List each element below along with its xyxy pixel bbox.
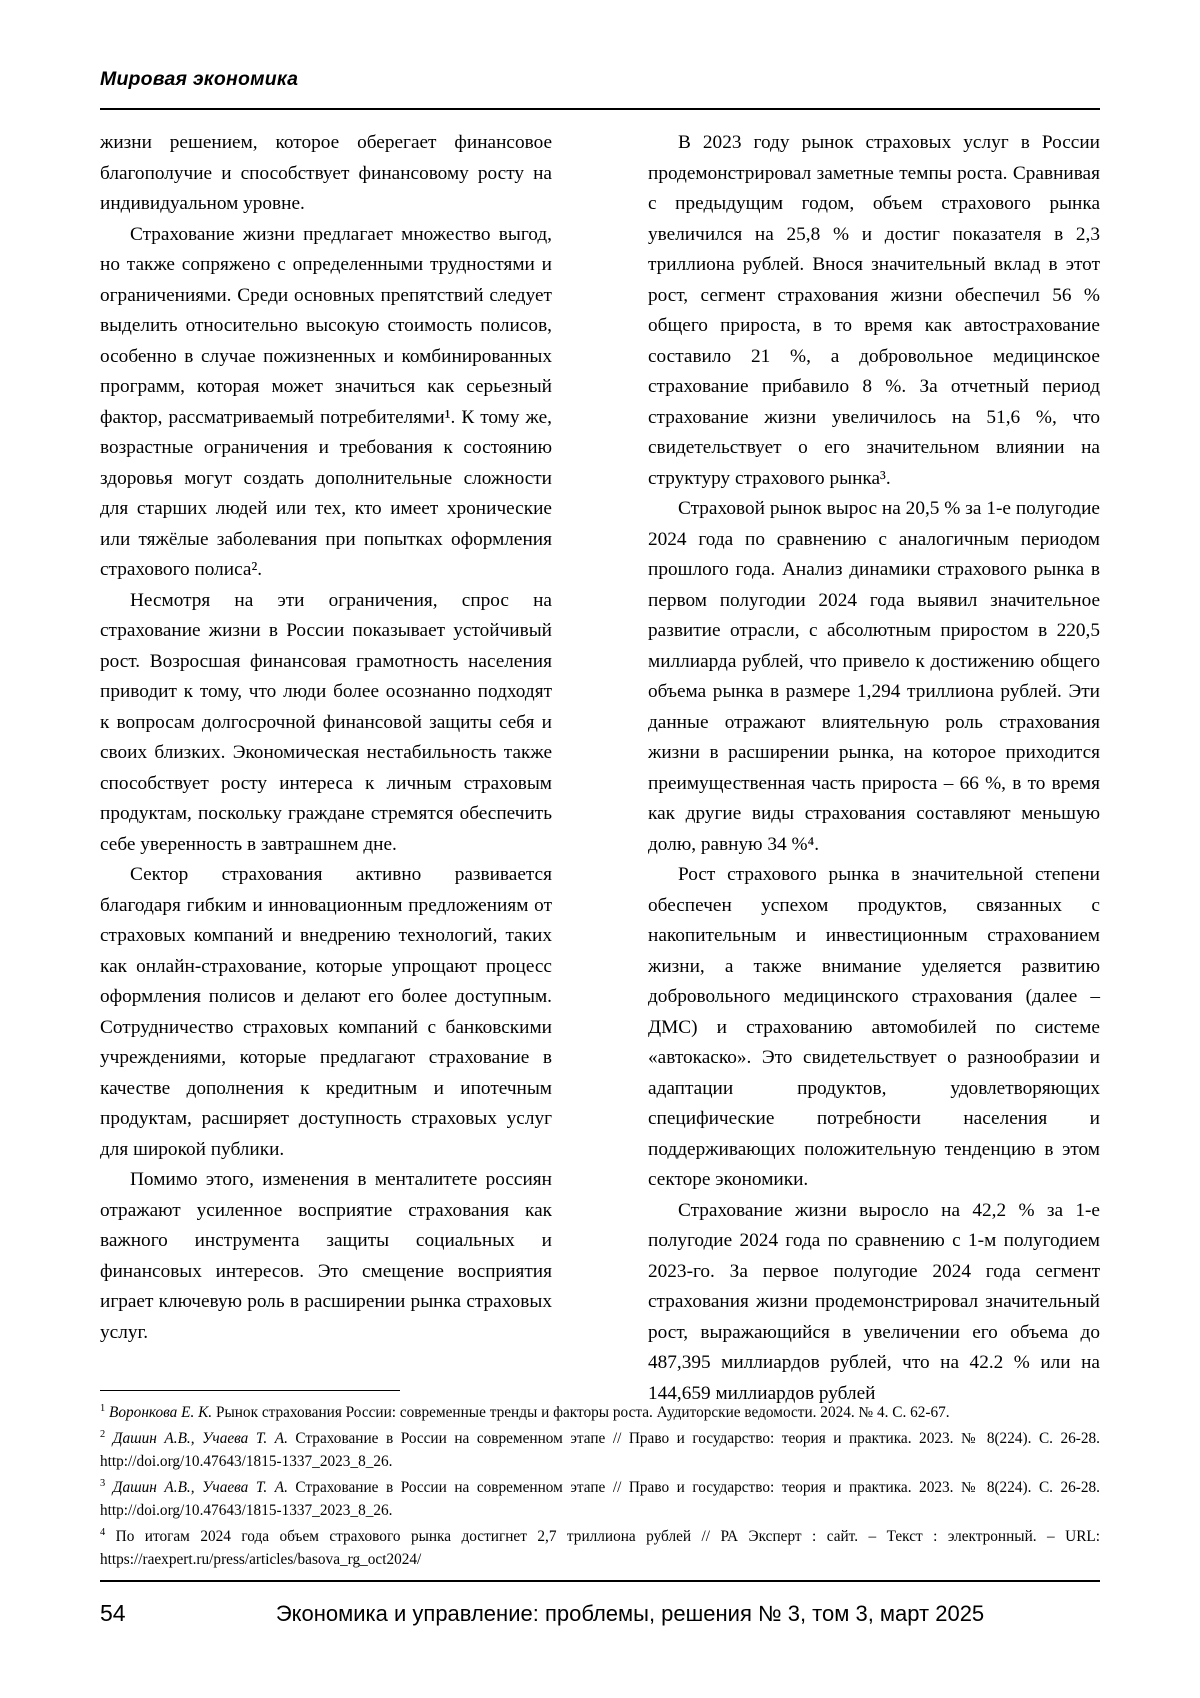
paragraph: Рост страхового рынка в значительной степени обеспечен успехом продуктов, связанных с накопительным и инвестиционным страхованием жизни, а также внимание уделяется развитию добровольного медицинского страхования (далее – ДМС) и страхованию автомобилей по системе «автокаско». Это свидетельствует о разнообразии и адаптации продуктов, удовлетворяющих специфические потребности населения и поддерживающих положительную тенденцию в этом секторе экономики. [648, 864, 1100, 1190]
footnote-text: По итогам 2024 года объем страхового рынка достигнет 2,7 триллиона рублей // РА Эксперт : сайт. – Текст : электронный. – URL: https://raexpert.ru/press/articles/basova_rg_oct2024/ [100, 1527, 1100, 1569]
paragraph: Страхование жизни выросло на 42,2 % за 1-е полугодие 2024 года по сравнению с 1-м полугодием 2023-го. За первое полугодие 2024 года сегмент страхования жизни продемонстрировал значительный рост, выражающийся в увеличении его объема до 487,395 миллиардов рублей, что на 42.2 % или на 144,659 миллиардов рублей [648, 1199, 1100, 1404]
paragraph: Сектор страхования активно развивается благодаря гибким и инновационным предложениям от страховых компаний и внедрению технологий, таких как онлайн-страхование, которые упрощают процесс оформления полисов и делают его более доступным. Сотрудничество страховых компаний с банковскими учреждениями, которые предлагают страхование в качестве дополнения к кредитным и ипотечным продуктам, расширяет доступность страховых услуг для широкой публики. [100, 864, 552, 1160]
left-column [100, 128, 552, 1409]
page-header [100, 68, 1100, 91]
paragraph: В 2023 году рынок страховых услуг в России продемонстрировал заметные темпы роста. Сравнивая с предыдущим годом, объем страхового рынка увеличился на 25,8 % и достиг показателя в 2,3 триллиона рублей. Внося значительный вклад в этот рост, сегмент страхования жизни обеспечил 56 % общего прироста, в то время как автострахование составило 21 %, а добровольное медицинское страхование прибавило 8 %. За отчетный период страхование жизни увеличилось на 51,6 %, что свидетельствует о его значительном влиянии на структуру страхового рынка³. [648, 132, 1100, 489]
footnote-marker: 1 [100, 1403, 106, 1415]
footnote-author: Дашин А.В., Учаева Т. А. [112, 1478, 288, 1496]
paragraph: Страхование жизни предлагает множество выгод, но также сопряжено с определенными трудностями и ограничениями. Среди основных препятствий следует выделить относительно высокую стоимость полисов, особенно в случае пожизненных и комбинированных программ, которая может значиться как серьезный фактор, рассматриваемый потребителями¹. К тому же, возрастные ограничения и требования к состоянию здоровья могут создать дополнительные сложности для старших людей или тех, кто имеет хронические или тяжёлые заболевания при попытках оформления страхового полиса². [100, 223, 552, 580]
right-column [648, 128, 1100, 1409]
footnote-divider [100, 1390, 400, 1391]
paragraph: Несмотря на эти ограничения, спрос на страхование жизни в России показывает устойчивый рост. Возросшая финансовая грамотность населения приводит к тому, что люди более осознанно подходят к вопросам долгосрочной финансовой защиты себя и своих близких. Экономическая нестабильность также способствует росту интереса к личным страховым продуктам, поскольку граждане стремятся обеспечить себе уверенность в завтрашнем дне. [100, 589, 552, 855]
page-number: 54 [100, 1600, 126, 1626]
page-footer [100, 1600, 1100, 1627]
footnote-marker: 4 [100, 1526, 106, 1538]
footnotes-block [100, 1390, 1100, 1574]
footer-divider [100, 1580, 1100, 1582]
footnote-author: Дашин А.В., Учаева Т. А. [112, 1429, 288, 1447]
footnote-item [100, 1525, 1100, 1572]
footnote-text: Страхование в России на современном этапе // Право и государство: теория и практика. 2023. № 8(224). С. 26-28. http://doi.org/10.47643/1815-1337_2023_8_26. [100, 1478, 1101, 1520]
journal-reference: Экономика и управление: проблемы, решения № 3, том 3, март 2025 [275, 1601, 985, 1626]
footnote-marker: 2 [100, 1428, 106, 1440]
footnote-marker: 3 [100, 1477, 106, 1489]
header-divider [100, 108, 1100, 110]
section-title: Мировая экономика [100, 68, 299, 90]
footnote-text: Рынок страхования России: современные тренды и факторы роста. Аудиторские ведомости. 2024. № 4. С. 62-67. [212, 1404, 950, 1422]
paragraph: Страховой рынок вырос на 20,5 % за 1-е полугодие 2024 года по сравнению с аналогичным периодом прошлого года. Анализ динамики страхового рынка в первом полугодии 2024 года выявил значительное развитие отрасли, с абсолютным приростом в 220,5 миллиарда рублей, что привело к достижению общего объема рынка в размере 1,294 триллиона рублей. Эти данные отражают влиятельную роль страхования жизни в расширении рынка, на которое приходится преимущественная часть прироста – 66 %, в то время как другие виды страхования составляют меньшую долю, равную 34 %⁴. [648, 498, 1100, 855]
paragraph: Помимо этого, изменения в менталитете россиян отражают усиленное восприятие страхования как важного инструмента защиты социальных и финансовых интересов. Это смещение восприятия играет ключевую роль в расширении рынка страховых услуг. [100, 1169, 552, 1343]
footnote-text: Страхование в России на современном этапе // Право и государство: теория и практика. 2023. № 8(224). С. 26-28. http://doi.org/10.47643/1815-1337_2023_8_26. [100, 1429, 1101, 1471]
footnote-author: Воронкова Е. К. [109, 1404, 213, 1422]
footnote-item [100, 1401, 1100, 1425]
footnote-item [100, 1476, 1100, 1523]
footnote-item [100, 1427, 1100, 1474]
paragraph: жизни решением, которое оберегает финансовое благополучие и способствует финансовому росту на индивидуальном уровне. [100, 132, 552, 214]
two-column-body [100, 128, 1100, 1409]
